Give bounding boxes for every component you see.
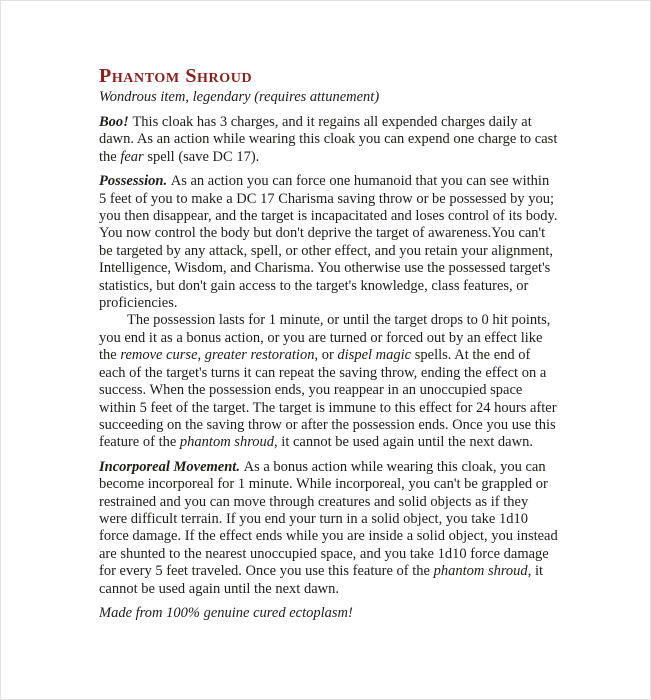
item-description xyxy=(99,65,558,622)
text-run-bold-italic: Possession. xyxy=(99,173,171,190)
text-run-bold-italic: Boo! xyxy=(99,114,133,130)
text-run-normal: , it cannot be used again until the next dawn. xyxy=(99,563,543,597)
paragraph-incorporeal-movement xyxy=(99,459,558,598)
text-run-normal: , xyxy=(197,347,205,364)
text-run-bold-italic: Incorporeal Movement. xyxy=(99,458,244,475)
text-run-normal: The possession lasts for 1 minute, or until the target drops to 0 hit points, you end it as a bonus action, or you are turned or forced out by an effect like the xyxy=(99,312,551,364)
page-title: Phantom Shroud xyxy=(99,65,253,87)
paragraph-possession xyxy=(99,173,558,312)
paragraphs xyxy=(99,114,558,598)
text-run-normal: spell (save DC 17). xyxy=(143,148,260,165)
paragraph-boo xyxy=(99,114,558,166)
text-run-normal: As an action you can force one humanoid that you can see within 5 feet of you to make a DC 17 Charisma saving throw or be possessed by you; you then disappear, and the target is incapacitated and loses control of its body. You now control the body but don't deprive the target of awareness.You can't be targeted by any attack, spell, or other effect, and you retain your alignment, Intelligence, Wisdom, and Charisma. You otherwise use the possessed target's statistics, but don't gain access to the target's knowledge, class features, or proficiencies. xyxy=(99,173,558,312)
text-run-normal: , or xyxy=(314,347,338,364)
text-run-italic: dispel magic xyxy=(337,347,412,364)
text-run-normal: This cloak has 3 charges, and it regains all expended charges daily at dawn. As an action while wearing this cloak you can expend one charge to cast the xyxy=(99,114,558,165)
text-run-italic: phantom shroud xyxy=(433,563,528,580)
text-run-normal: spells. At the end of each of the target's turns it can repeat the saving throw, ending the effect on a success. When the possession ends, you reappear in an unoccupied space within 5 feet of the target. The target is immune to this effect for 24 hours after succeeding on the saving throw or after the possession ends. Once you use this feature of the xyxy=(99,347,557,451)
item-subtitle: Wondrous item, legendary (requires attunement) xyxy=(99,89,380,105)
paragraph-possession-continued xyxy=(99,312,558,451)
text-run-italic: phantom shroud xyxy=(179,434,275,451)
text-run-italic: greater restoration xyxy=(204,347,315,364)
text-run-normal: As a bonus action while wearing this cloak, you can become incorporeal for 1 minute. While incorporeal, you can't be grappled or restrained and you can move through creatures and solid objects as if they were difficult terrain. If you end your turn in a solid object, you take 1d10 force damage. If the effect ends while you are inside a solid object, you instead are shunted to the nearest unoccupied space, and you take 1d10 force damage for every 5 feet traveled. Once you use this feature of the xyxy=(99,458,558,580)
text-run-italic: fear xyxy=(120,148,144,165)
footer-note: Made from 100% genuine cured ectoplasm! xyxy=(99,604,353,621)
text-run-normal: , it cannot be used again until the next dawn. xyxy=(274,434,533,451)
text-run-italic: remove curse xyxy=(120,347,198,364)
